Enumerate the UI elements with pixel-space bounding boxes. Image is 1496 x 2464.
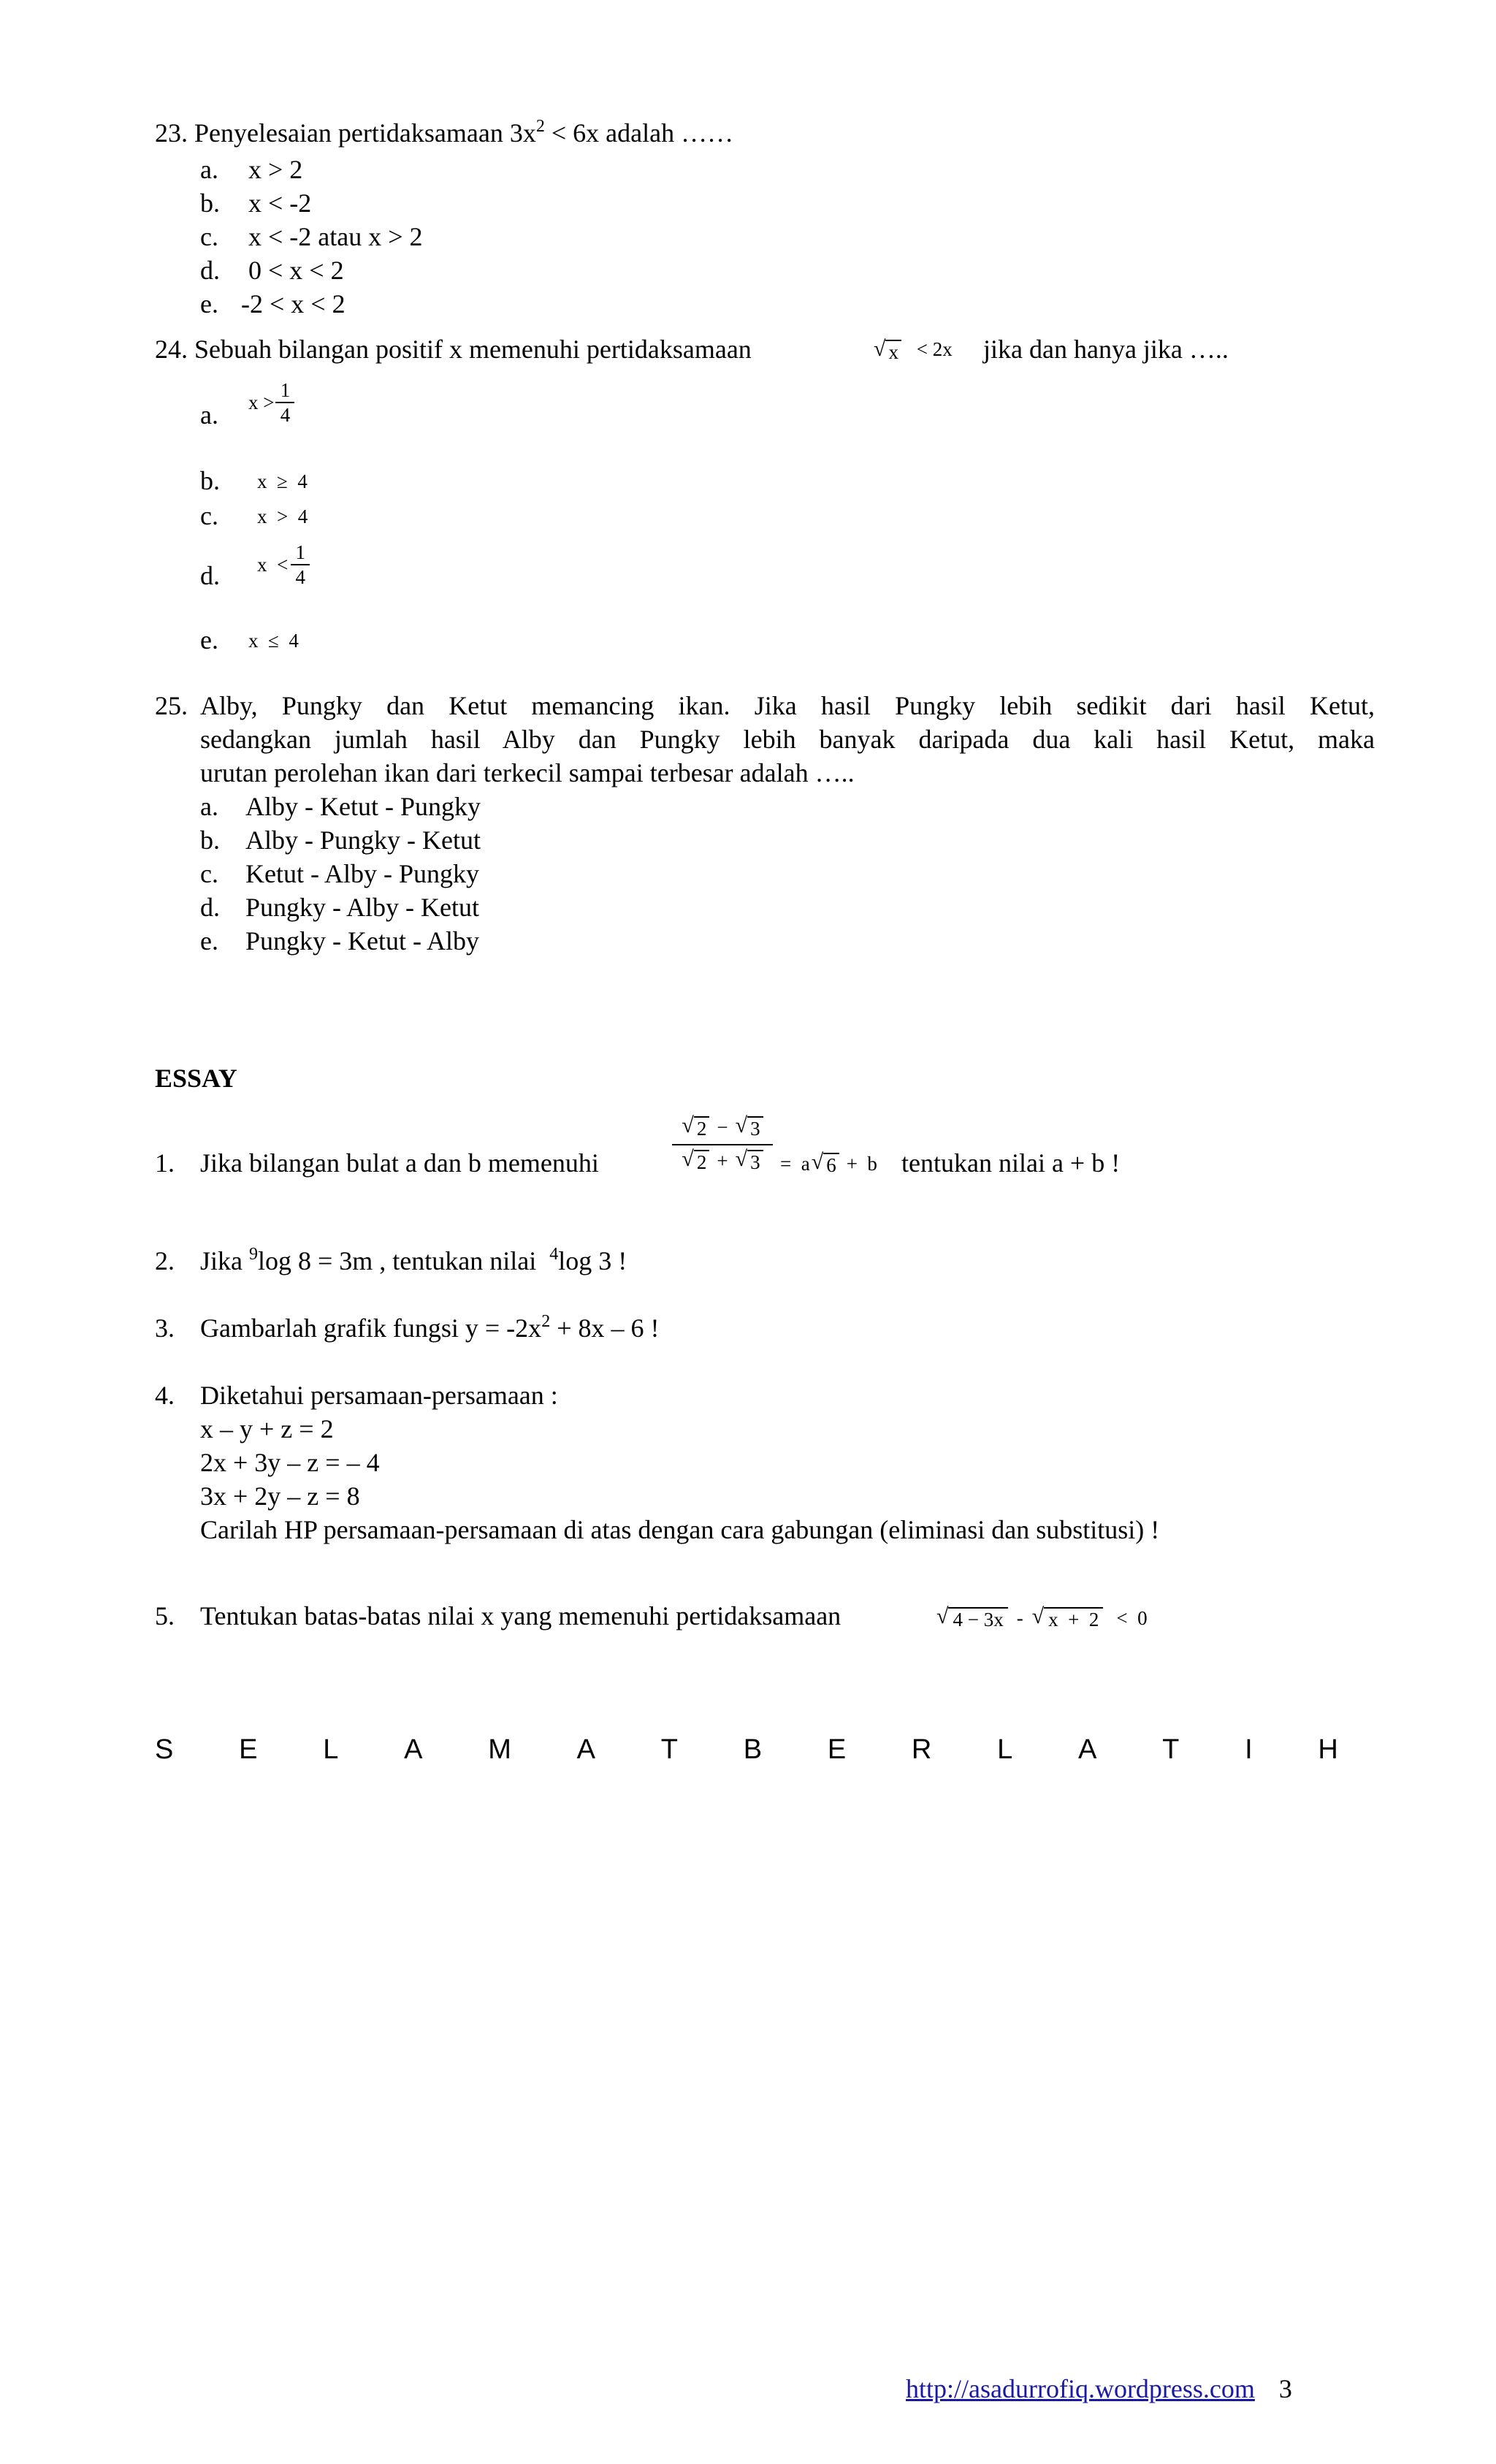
question-number: 25. [155, 691, 188, 720]
closing-letter: E [239, 1734, 258, 1765]
essay-number: 1. [155, 1148, 175, 1178]
essay-number: 4. [155, 1381, 175, 1410]
fraction: $\frac{1}{4}$ [291, 541, 310, 589]
closing-letter: T [1162, 1734, 1180, 1765]
closing-letter: A [404, 1734, 423, 1765]
sqrt-symbol: √ [874, 337, 886, 361]
closing-letter: A [576, 1734, 595, 1765]
option-24e-letter: e. [200, 625, 218, 655]
essay-1-fraction: √ 2 − √ 3 √ 2 + √ 3 [672, 1115, 773, 1173]
option-23d: d. 0 < x < 2 [200, 256, 344, 285]
option-24e: x ≤ 4 [248, 630, 299, 652]
closing-letter: M [488, 1734, 511, 1765]
essay-4-equation-3: 3x + 2y – z = 8 [200, 1481, 360, 1511]
essay-1-text-tail: tentukan nilai a + b ! [901, 1148, 1121, 1178]
closing-letter: H [1318, 1734, 1338, 1765]
question-number: 23. [155, 118, 188, 148]
question-text-tail: jika dan hanya jika ….. [983, 335, 1229, 364]
closing-letter: A [1078, 1734, 1097, 1765]
option-24d: x < $\frac{1}{4}$ [257, 541, 310, 589]
essay-number: 2. [155, 1246, 175, 1275]
closing-letter: I [1245, 1734, 1253, 1765]
option-24a-letter: a. [200, 400, 218, 430]
essay-5-text: Tentukan batas-batas nilai x yang memenuhi pertidaksamaan [200, 1601, 842, 1630]
option-24d-letter: d. [200, 561, 220, 590]
closing-letter: T [660, 1734, 678, 1765]
question-23 [155, 117, 733, 149]
closing-message [155, 1734, 1338, 1766]
essay-4-line1: Diketahui persamaan-persamaan : [200, 1381, 558, 1410]
section-heading-essay: ESSAY [155, 1064, 237, 1093]
option-23c: c. x < -2 atau x > 2 [200, 222, 423, 251]
closing-letter: R [911, 1734, 932, 1765]
essay-4-instruction: Carilah HP persamaan-persamaan di atas dengan cara gabungan (eliminasi dan substitusi) ! [200, 1515, 1160, 1544]
option-23a: a. x > 2 [200, 155, 303, 184]
option-25e: e. Pungky - Ketut - Alby [200, 926, 479, 956]
option-25a: a. Alby - Ketut - Pungky [200, 792, 481, 821]
question-text-line3: urutan perolehan ikan dari terkecil sampai terbesar adalah ….. [200, 758, 855, 787]
essay-number: 5. [155, 1601, 175, 1630]
page-number: 3 [1278, 2374, 1292, 2403]
sqrt-x-expression: √ x < 2x [874, 337, 953, 363]
essay-1-rhs: = a √ 6 + b [780, 1150, 877, 1176]
essay-number: 3. [155, 1313, 175, 1343]
closing-letter: L [323, 1734, 339, 1765]
fraction: $\frac{1}{4}$ [275, 378, 294, 427]
essay-1-text: Jika bilangan bulat a dan b memenuhi [200, 1148, 599, 1178]
essay-4-equation-2: 2x + 3y – z = – 4 [200, 1448, 380, 1477]
footer [906, 2373, 1292, 2405]
closing-letter: B [743, 1734, 763, 1765]
option-24c: x > 4 [257, 506, 308, 527]
option-25c: c. Ketut - Alby - Pungky [200, 859, 479, 888]
question-text: Sebuah bilangan positif x memenuhi pertidaksamaan [194, 335, 752, 364]
option-24a: x > $\frac{1}{4}$ [248, 378, 294, 427]
option-24b-letter: b. [200, 466, 220, 495]
option-24b: x ≥ 4 [257, 470, 308, 492]
closing-letter: E [827, 1734, 847, 1765]
question-text-line2: sedangkan jumlah hasil Alby dan Pungky lebih banyak daripada dua kali hasil Ketut, maka [200, 725, 1375, 754]
question-number: 24. [155, 335, 188, 364]
option-25b: b. Alby - Pungky - Ketut [200, 825, 481, 855]
essay-3-text: Gambarlah grafik fungsi $y = -2x^2 + 8x - 6$ ! [200, 1312, 660, 1343]
option-25d: d. Pungky - Alby - Ketut [200, 893, 479, 922]
essay-4-equation-1: x – y + z = 2 [200, 1414, 334, 1443]
option-23b: b. x < -2 [200, 188, 312, 218]
website-link[interactable]: http://asadurrofiq.wordpress.com [906, 2374, 1255, 2403]
question-text-line1: Alby, Pungky dan Ketut memancing ikan. Jika hasil Pungky lebih sedikit dari hasil Ketut, [200, 691, 1375, 720]
question-24 [155, 333, 752, 365]
essay-2-text: Jika $^9$log 8 = 3m , tentukan nilai $^4$log 3 ! [200, 1245, 627, 1275]
closing-letter: L [997, 1734, 1013, 1765]
question-text: Penyelesaian pertidaksamaan $3x^2 < 6x$ adalah …… [194, 117, 734, 148]
option-23e: e. -2 < x < 2 [200, 289, 346, 319]
closing-letter: S [155, 1734, 174, 1765]
essay-5-inequality: √ 4 − 3x - √ x + 2 < 0 [936, 1604, 1148, 1630]
option-24c-letter: c. [200, 501, 218, 530]
